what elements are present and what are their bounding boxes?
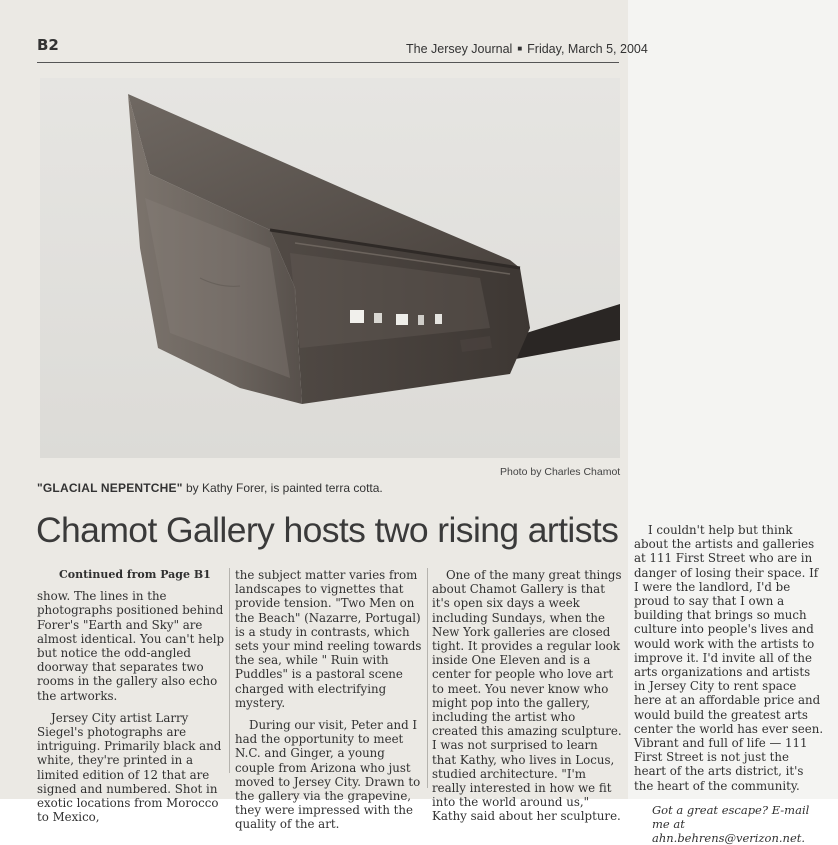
dateline — [406, 42, 648, 56]
window-opening — [350, 310, 364, 323]
article-column-3 — [432, 568, 622, 824]
sculpture-photo — [40, 78, 620, 458]
section-number: B2 — [37, 36, 59, 54]
photo-credit: Photo by Charles Chamot — [500, 466, 621, 478]
caption-title: "GLACIAL NEPENTCHE" — [37, 481, 183, 495]
paragraph: the subject matter varies from landscapes to vignettes that provide tension. "Two Men on the Beach" (Nazarre, Portugal) is a study in contrasts, which sets your mind reeling towards the sea, while " Ruin with Puddles" is a pastoral scene charged with electrifying mystery. — [235, 568, 422, 710]
column-divider — [229, 568, 230, 773]
headline: Chamot Gallery hosts two rising artists — [36, 510, 619, 550]
article-column-2 — [235, 568, 425, 832]
paragraph: show. The lines in the photographs positioned behind Forer's "Earth and Sky" are almost identical. You can't help but notice the odd-angled doorway that separates two rooms in the gallery also echo the artworks. — [37, 589, 225, 703]
paragraph: One of the many great things about Chamot Gallery is that it's open six days a week including Sundays, when the New York galleries are closed tight. It provides a regular look inside One Eleven and is a center for people who love art to meet. You never know who might pop into the gallery, including the artist who created this amazing sculpture. I was not surprised to learn that Kathy, who lives in Locus, studied architecture. "I'm really interested in how we fit into the world around us," Kathy said about her sculpture. — [432, 568, 622, 824]
article-column-1 — [37, 568, 227, 824]
header-rule — [37, 62, 619, 63]
paragraph: Jersey City artist Larry Siegel's photographs are intriguing. Primarily black and white, they're printed in a limited edition of 12 that are signed and numbered. Shot in exotic locations from Morocco to Mexico, — [37, 710, 222, 825]
author-tagline: Got a great escape? E-mail me at ahn.behrens@verizon.net. — [652, 802, 810, 845]
publication-name: The Jersey Journal — [406, 42, 513, 56]
article-column-4 — [634, 523, 824, 845]
caption-text: by Kathy Forer, is painted terra cotta. — [182, 481, 383, 495]
jump-line: Continued from Page B1 — [59, 568, 211, 581]
publication-date: Friday, March 5, 2004 — [527, 42, 648, 56]
sculpture-image — [40, 78, 620, 458]
separator-square: ■ — [517, 44, 523, 53]
paragraph: During our visit, Peter and I had the opportunity to meet N.C. and Ginger, a young couple from Arizona who just moved to Jersey City. Drawn to the gallery via the grapevine, they were impressed with the quality of the art. — [235, 718, 421, 832]
photo-caption — [37, 481, 383, 495]
paragraph: I couldn't help but think about the artists and galleries at 111 First Street who are in danger of losing their space. If I were the landlord, I'd be proud to say that I own a building that brings so much culture into people's lives and would work with the artists to improve it. I'd invite all of the arts organizations and artists in Jersey City to rent space here at an affordable price and would build the greatest arts center the world has ever seen. Vibrant and full of life — 111 First Street is not just the heart of the arts district, it's the heart of the community. — [634, 523, 824, 793]
column-divider — [427, 568, 428, 788]
